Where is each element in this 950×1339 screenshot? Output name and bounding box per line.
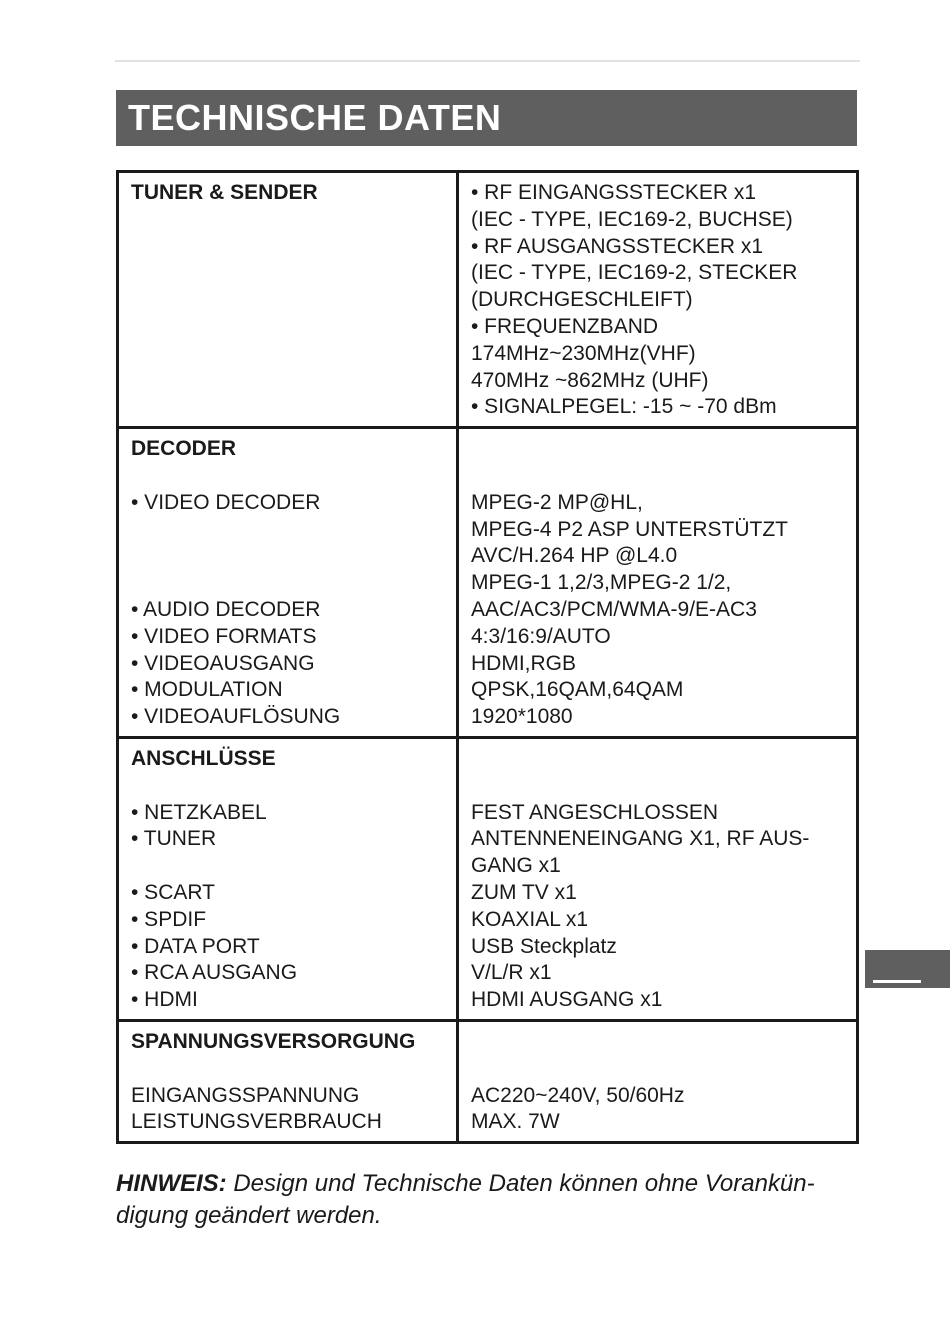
spec-label: • TUNER [131, 827, 217, 851]
spec-value [471, 1056, 848, 1083]
spec-label: EINGANGSSPANNUNG [131, 1083, 360, 1107]
spec-section-row [118, 172, 858, 428]
spec-value-cell [458, 172, 858, 428]
section-title-bar [116, 90, 857, 146]
spec-label-cell [118, 1020, 458, 1142]
spec-value: AVC/H.264 HP @L4.0 [471, 544, 678, 568]
spec-value: MAX. 7W [471, 1110, 560, 1134]
spec-value: GANG x1 [471, 854, 561, 878]
spec-label: • SCART [131, 880, 215, 904]
spec-value: AC220~240V, 50/60Hz [471, 1083, 685, 1107]
spec-label: LEISTUNGSVERBRAUCH [131, 1110, 382, 1134]
spec-value [471, 436, 848, 463]
spec-label-cell [118, 737, 458, 1020]
spec-value: QPSK,16QAM,64QAM [471, 678, 684, 702]
note-text-line1: Design und Technische Daten können ohne Vorankün- [226, 1170, 815, 1197]
spec-value: MPEG-4 P2 ASP UNTERSTÜTZT [471, 517, 788, 541]
side-index-tab [865, 950, 950, 988]
spec-label: • VIDEOAUSGANG [131, 651, 315, 675]
spec-value: ZUM TV x1 [471, 880, 577, 904]
top-rule [115, 60, 860, 62]
spec-label [131, 773, 448, 800]
note-label: HINWEIS: [116, 1170, 227, 1197]
spec-label: • AUDIO DECODER [131, 597, 321, 621]
spec-value: 4:3/16:9/AUTO [471, 624, 611, 648]
spec-label-cell [118, 428, 458, 738]
spec-label: • SPDIF [131, 907, 207, 931]
spec-value: 174MHz~230MHz(VHF) [471, 341, 696, 365]
spec-label: • RCA AUSGANG [131, 961, 298, 985]
spec-value: MPEG-1 1,2/3,MPEG-2 1/2, [471, 571, 732, 595]
spec-value-cell [458, 1020, 858, 1142]
spec-value: (IEC - TYPE, IEC169-2, STECKER [471, 261, 798, 285]
spec-value: • FREQUENZBAND [471, 314, 659, 338]
section-heading: ANSCHLÜSSE [131, 746, 276, 770]
page-title: TECHNISCHE DATEN [128, 97, 502, 138]
specs-table [116, 170, 859, 1144]
spec-value: HDMI,RGB [471, 651, 576, 675]
spec-value: AAC/AC3/PCM/WMA-9/E-AC3 [471, 597, 757, 621]
spec-value: 1920*1080 [471, 705, 573, 729]
spec-value: FEST ANGESCHLOSSEN [471, 800, 719, 824]
spec-value: USB Steckplatz [471, 934, 617, 958]
spec-label: • HDMI [131, 988, 198, 1012]
note [116, 1168, 866, 1232]
spec-section-row [118, 428, 858, 738]
spec-label [131, 853, 448, 880]
spec-value: • SIGNALPEGEL: -15 ~ -70 dBm [471, 395, 777, 419]
spec-label [131, 1056, 448, 1083]
spec-value: ANTENNENEINGANG X1, RF AUS- [471, 827, 810, 851]
side-tab-mark [873, 980, 921, 983]
spec-value [471, 1029, 848, 1056]
spec-value [471, 773, 848, 800]
spec-value-cell [458, 428, 858, 738]
spec-value: HDMI AUSGANG x1 [471, 988, 663, 1012]
spec-label [131, 517, 448, 544]
spec-label-cell [118, 172, 458, 428]
spec-section-row [118, 1020, 858, 1142]
note-text-line2: digung geändert werden. [116, 1202, 382, 1229]
spec-value [471, 746, 848, 773]
spec-value: • RF AUSGANGSSTECKER x1 [471, 234, 764, 258]
spec-label [131, 463, 448, 490]
spec-label: • DATA PORT [131, 934, 260, 958]
spec-value: (DURCHGESCHLEIFT) [471, 288, 693, 312]
spec-label: • VIDEOAUFLÖSUNG [131, 705, 341, 729]
spec-value: 470MHz ~862MHz (UHF) [471, 368, 709, 392]
spec-value: KOAXIAL x1 [471, 907, 589, 931]
spec-label: • NETZKABEL [131, 800, 267, 824]
spec-value: (IEC - TYPE, IEC169-2, BUCHSE) [471, 207, 793, 231]
spec-label: • VIDEO FORMATS [131, 624, 317, 648]
spec-value: MPEG-2 MP@HL, [471, 490, 643, 514]
spec-value [471, 463, 848, 490]
section-heading: SPANNUNGSVERSORGUNG [131, 1029, 416, 1053]
spec-value: • RF EINGANGSSTECKER x1 [471, 181, 757, 204]
spec-section-row [118, 737, 858, 1020]
section-heading: TUNER & SENDER [131, 181, 318, 204]
spec-label [131, 570, 448, 597]
spec-label: • VIDEO DECODER [131, 490, 321, 514]
section-heading: DECODER [131, 437, 237, 461]
spec-value-cell [458, 737, 858, 1020]
spec-label: • MODULATION [131, 678, 283, 702]
spec-value: V/L/R x1 [471, 961, 552, 985]
spec-label [131, 543, 448, 570]
